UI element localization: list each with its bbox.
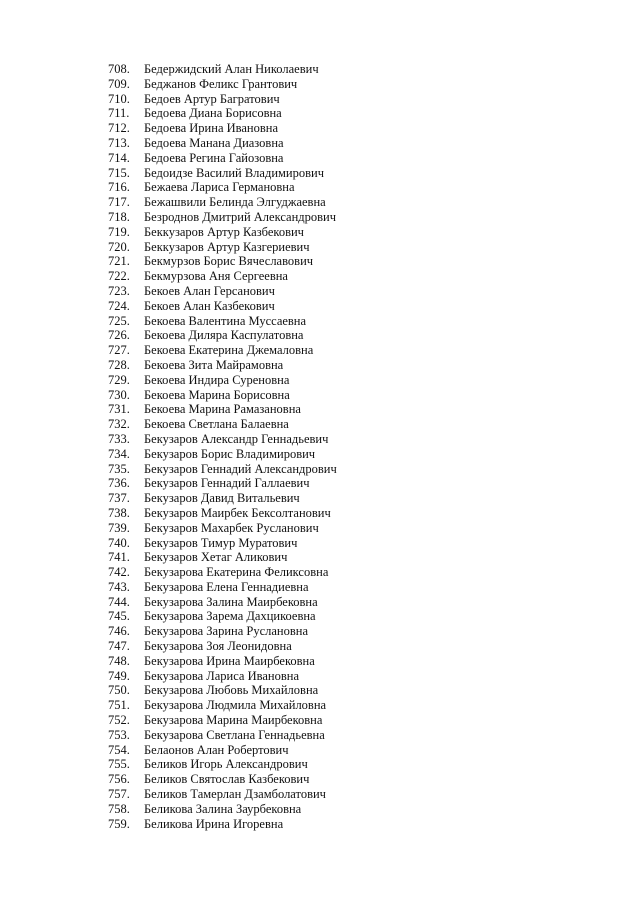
list-item (104, 787, 337, 802)
entry-name: Бекузарова Елена Геннадиевна (144, 579, 309, 594)
entry-name: Бекузарова Людмила Михайловна (144, 698, 327, 713)
list-item (104, 772, 337, 787)
entry-number: 737. (108, 491, 130, 506)
entry-number: 741. (108, 550, 130, 565)
entry-number: 749. (108, 668, 130, 683)
list-item (104, 136, 337, 151)
entry-name: Бекмурзова Аня Сергеевна (144, 269, 288, 284)
list-item (104, 195, 337, 210)
entry-number: 750. (108, 683, 130, 698)
entry-number: 752. (108, 713, 130, 728)
entry-name: Бекузарова Ирина Маирбековна (144, 653, 315, 668)
entry-name: Бекоева Марина Рамазановна (144, 402, 301, 417)
list-item (104, 388, 337, 403)
list-item (104, 417, 337, 432)
list-item (104, 713, 337, 728)
entry-number: 742. (108, 565, 130, 580)
list-item (104, 210, 337, 225)
entry-name: Бедоева Манана Диазовна (144, 135, 284, 150)
entry-name: Бекоева Индира Суреновна (144, 372, 290, 387)
entry-number: 756. (108, 772, 130, 787)
entry-number: 717. (108, 195, 130, 210)
entry-number: 751. (108, 698, 130, 713)
entry-name: Бекоева Марина Борисовна (144, 387, 290, 402)
entry-number: 747. (108, 639, 130, 654)
list-item (104, 240, 337, 255)
list-item (104, 698, 337, 713)
entry-name: Беккузаров Артур Казгериевич (144, 239, 310, 254)
name-list (104, 62, 337, 831)
list-item (104, 284, 337, 299)
entry-name: Бекоева Валентина Муссаевна (144, 313, 307, 328)
list-item (104, 757, 337, 772)
entry-number: 722. (108, 269, 130, 284)
entry-name: Бекузарова Любовь Михайловна (144, 683, 319, 698)
list-item (104, 225, 337, 240)
entry-number: 713. (108, 135, 130, 150)
entry-number: 711. (108, 106, 130, 121)
list-item (104, 683, 337, 698)
entry-name: Бекузаров Александр Геннадьевич (144, 431, 329, 446)
entry-name: Бекузарова Лариса Ивановна (144, 668, 299, 683)
entry-number: 740. (108, 535, 130, 550)
entry-number: 757. (108, 787, 130, 802)
entry-number: 745. (108, 609, 130, 624)
list-item (104, 550, 337, 565)
list-item (104, 447, 337, 462)
entry-name: Белаонов Алан Робертович (144, 742, 289, 757)
entry-name: Бекузаров Маирбек Бексолтанович (144, 505, 331, 520)
entry-name: Бекузаров Давид Витальевич (144, 491, 300, 506)
entry-name: Бежаева Лариса Германовна (144, 180, 295, 195)
entry-number: 758. (108, 801, 130, 816)
entry-number: 727. (108, 343, 130, 358)
entry-number: 735. (108, 461, 130, 476)
list-item (104, 536, 337, 551)
entry-number: 718. (108, 209, 130, 224)
entry-number: 728. (108, 357, 130, 372)
entry-number: 723. (108, 283, 130, 298)
list-item (104, 462, 337, 477)
list-item (104, 92, 337, 107)
list-item (104, 343, 337, 358)
entry-name: Бекузаров Махарбек Русланович (144, 520, 319, 535)
list-item (104, 491, 337, 506)
list-item (104, 299, 337, 314)
list-item (104, 328, 337, 343)
entry-name: Безроднов Дмитрий Александрович (144, 209, 337, 224)
entry-name: Беликова Ирина Игоревна (144, 816, 284, 831)
list-item (104, 476, 337, 491)
entry-number: 754. (108, 742, 130, 757)
list-item (104, 506, 337, 521)
entry-number: 743. (108, 579, 130, 594)
entry-name: Бекузаров Геннадий Александрович (144, 461, 337, 476)
list-item (104, 314, 337, 329)
list-item (104, 166, 337, 181)
entry-name: Бедоев Артур Багратович (144, 91, 280, 106)
list-item (104, 269, 337, 284)
list-item (104, 624, 337, 639)
list-item (104, 373, 337, 388)
entry-name: Бекоева Светлана Балаевна (144, 417, 289, 432)
list-item (104, 254, 337, 269)
list-item (104, 728, 337, 743)
list-item (104, 432, 337, 447)
entry-number: 724. (108, 298, 130, 313)
entry-name: Бедержидский Алан Николаевич (144, 62, 319, 76)
list-item (104, 639, 337, 654)
entry-number: 734. (108, 446, 130, 461)
list-item (104, 121, 337, 136)
list-item (104, 669, 337, 684)
list-item (104, 654, 337, 669)
entry-number: 736. (108, 476, 130, 491)
list-item (104, 62, 337, 77)
entry-name: Беккузаров Артур Казбекович (144, 224, 304, 239)
list-item (104, 565, 337, 580)
entry-number: 732. (108, 417, 130, 432)
entry-name: Бекузарова Зарина Руслановна (144, 624, 308, 639)
entry-name: Беджанов Феликс Грантович (144, 76, 298, 91)
entry-name: Бедоева Ирина Ивановна (144, 121, 279, 136)
entry-number: 720. (108, 239, 130, 254)
entry-number: 709. (108, 76, 130, 91)
entry-number: 716. (108, 180, 130, 195)
entry-number: 739. (108, 520, 130, 535)
entry-name: Бекмурзов Борис Вячеславович (144, 254, 314, 269)
entry-number: 744. (108, 594, 130, 609)
entry-name: Бекузаров Хетаг Аликович (144, 550, 288, 565)
entry-name: Бекузарова Залина Маирбековна (144, 594, 318, 609)
entry-number: 731. (108, 402, 130, 417)
list-item (104, 402, 337, 417)
entry-number: 712. (108, 121, 130, 136)
entry-name: Бекузаров Тимур Муратович (144, 535, 298, 550)
entry-name: Беликов Тамерлан Дзамболатович (144, 787, 326, 802)
list-item (104, 521, 337, 536)
list-item (104, 595, 337, 610)
list-item (104, 743, 337, 758)
entry-number: 733. (108, 431, 130, 446)
entry-name: Бекоев Алан Казбекович (144, 298, 275, 313)
entry-number: 719. (108, 224, 130, 239)
entry-name: Бекоев Алан Герсанович (144, 283, 275, 298)
entry-number: 748. (108, 653, 130, 668)
entry-name: Бекузарова Светлана Геннадьевна (144, 727, 325, 742)
entry-number: 738. (108, 505, 130, 520)
list-item (104, 180, 337, 195)
entry-name: Беликов Святослав Казбекович (144, 772, 310, 787)
entry-number: 759. (108, 816, 130, 831)
entry-name: Бекузаров Борис Владимирович (144, 446, 316, 461)
entry-number: 730. (108, 387, 130, 402)
list-item (104, 609, 337, 624)
entry-name: Бекузарова Екатерина Феликсовна (144, 565, 329, 580)
list-item (104, 802, 337, 817)
entry-name: Беликов Игорь Александрович (144, 757, 308, 772)
entry-number: 729. (108, 372, 130, 387)
entry-name: Бежашвили Белинда Элгуджаевна (144, 195, 326, 210)
entry-number: 708. (108, 62, 130, 76)
entry-name: Бекоева Диляра Каспулатовна (144, 328, 304, 343)
list-item (104, 77, 337, 92)
entry-number: 726. (108, 328, 130, 343)
entry-name: Бекоева Зита Майрамовна (144, 357, 284, 372)
list-item (104, 106, 337, 121)
entry-number: 746. (108, 624, 130, 639)
entry-number: 725. (108, 313, 130, 328)
entry-number: 710. (108, 91, 130, 106)
entry-name: Бедоева Диана Борисовна (144, 106, 282, 121)
entry-number: 721. (108, 254, 130, 269)
entry-number: 714. (108, 150, 130, 165)
entry-name: Бекузарова Зарема Дахцикоевна (144, 609, 316, 624)
entry-name: Бекузаров Геннадий Галлаевич (144, 476, 310, 491)
entry-number: 715. (108, 165, 130, 180)
entry-name: Бекузарова Зоя Леонидовна (144, 639, 292, 654)
entry-name: Бекоева Екатерина Джемаловна (144, 343, 314, 358)
entry-name: Бедоева Регина Гайозовна (144, 150, 284, 165)
list-item (104, 817, 337, 832)
entry-name: Беликова Залина Заурбековна (144, 801, 302, 816)
entry-number: 755. (108, 757, 130, 772)
entry-name: Бедоидзе Василий Владимирович (144, 165, 324, 180)
list-item (104, 580, 337, 595)
list-item (104, 358, 337, 373)
list-item (104, 151, 337, 166)
entry-number: 753. (108, 727, 130, 742)
entry-name: Бекузарова Марина Маирбековна (144, 713, 323, 728)
